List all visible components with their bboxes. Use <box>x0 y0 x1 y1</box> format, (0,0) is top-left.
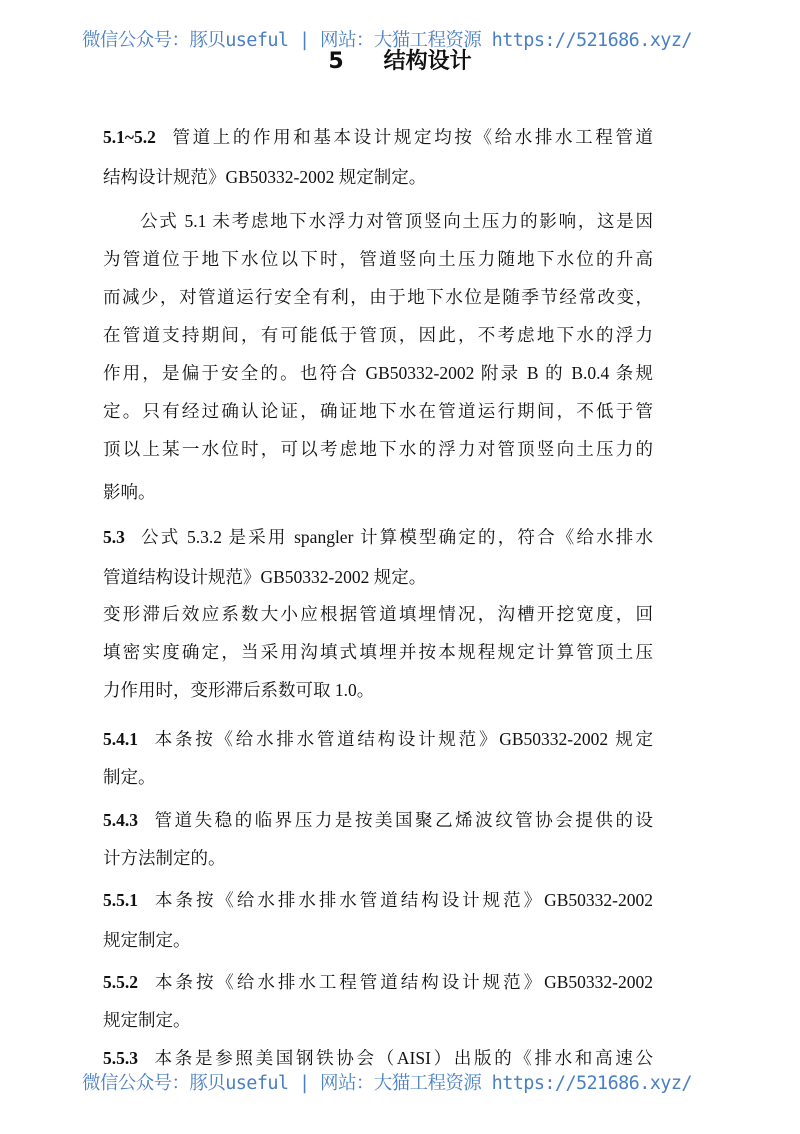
text-line: 变形滞后效应系数大小应根据管道填埋情况，沟槽开挖宽度，回 <box>103 604 653 624</box>
text-line: 顶以上某一水位时，可以考虑地下水的浮力对管顶竖向土压力的 <box>103 439 653 459</box>
text-line: 填密实度确定，当采用沟填式填埋并按本规程规定计算管顶土压 <box>103 642 653 662</box>
clause-text: 本条按《给水排水管道结构设计规范》GB50332-2002 规定 <box>152 729 653 749</box>
text-line: 力作用时，变形滞后系数可取 1.0。 <box>103 680 375 700</box>
section-title-text: 结构设计 <box>383 49 472 74</box>
clause-text: 管道失稳的临界压力是按美国聚乙烯波纹管协会提供的设 <box>152 810 653 830</box>
text-line: 作用，是偏于安全的。也符合 GB50332-2002 附录 B 的 B.0.4 条规 <box>103 363 653 383</box>
text-line: 影响。 <box>103 482 156 502</box>
text-line: 结构设计规范》GB50332-2002 规定制定。 <box>103 167 427 187</box>
clause-text: 公式 5.3.2 是采用 spangler 计算模型确定的，符合《给水排水 <box>138 527 653 547</box>
watermark-bottom: 微信公众号：豚贝useful | 网站：大猫工程资源 https://521686.xyz/ <box>82 1073 692 1094</box>
text-line: 而减少，对管道运行安全有利，由于地下水位是随季节经常改变， <box>103 287 653 307</box>
text-line: 计方法制定的。 <box>103 848 226 868</box>
section-number: 5 <box>328 49 344 74</box>
clause-5-4-3 <box>103 808 653 832</box>
clause-5-5-2 <box>103 970 653 994</box>
text-line: 公式 5.1 未考虑地下水浮力对管顶竖向土压力的影响，这是因 <box>140 211 653 231</box>
clause-5-5-1 <box>103 888 653 912</box>
text-line: 在管道支持期间，有可能低于管顶，因此，不考虑地下水的浮力 <box>103 325 653 345</box>
clause-5-1-5-2 <box>103 125 653 149</box>
watermark-top: 微信公众号：豚贝useful | 网站：大猫工程资源 https://521686.xyz/ <box>82 30 692 51</box>
clause-label: 5.4.1 <box>103 729 138 749</box>
text-line: 规定制定。 <box>103 1010 191 1030</box>
clause-text: 本条按《给水排水工程管道结构设计规范》GB50332-2002 <box>152 972 653 992</box>
clause-5-3 <box>103 525 653 549</box>
clause-text: 本条按《给水排水排水管道结构设计规范》GB50332-2002 <box>152 890 653 910</box>
clause-label: 5.5.1 <box>103 890 138 910</box>
clause-label: 5.1~5.2 <box>103 127 156 147</box>
clause-5-5-3 <box>103 1046 653 1070</box>
clause-label: 5.5.3 <box>103 1048 138 1068</box>
clause-5-4-1 <box>103 727 653 751</box>
text-line: 为管道位于地下水位以下时，管道竖向土压力随地下水位的升高 <box>103 249 653 269</box>
text-line: 定。只有经过确认论证，确证地下水在管道运行期间，不低于管 <box>103 401 653 421</box>
clause-label: 5.5.2 <box>103 972 138 992</box>
clause-label: 5.3 <box>103 527 125 547</box>
section-title <box>0 44 800 75</box>
clause-label: 5.4.3 <box>103 810 138 830</box>
clause-text: 本条是参照美国钢铁协会（AISI）出版的《排水和高速公 <box>152 1048 653 1068</box>
text-line: 管道结构设计规范》GB50332-2002 规定。 <box>103 567 427 587</box>
text-line: 规定制定。 <box>103 930 191 950</box>
clause-text: 管道上的作用和基本设计规定均按《给水排水工程管道 <box>169 127 653 147</box>
text-line: 制定。 <box>103 767 156 787</box>
